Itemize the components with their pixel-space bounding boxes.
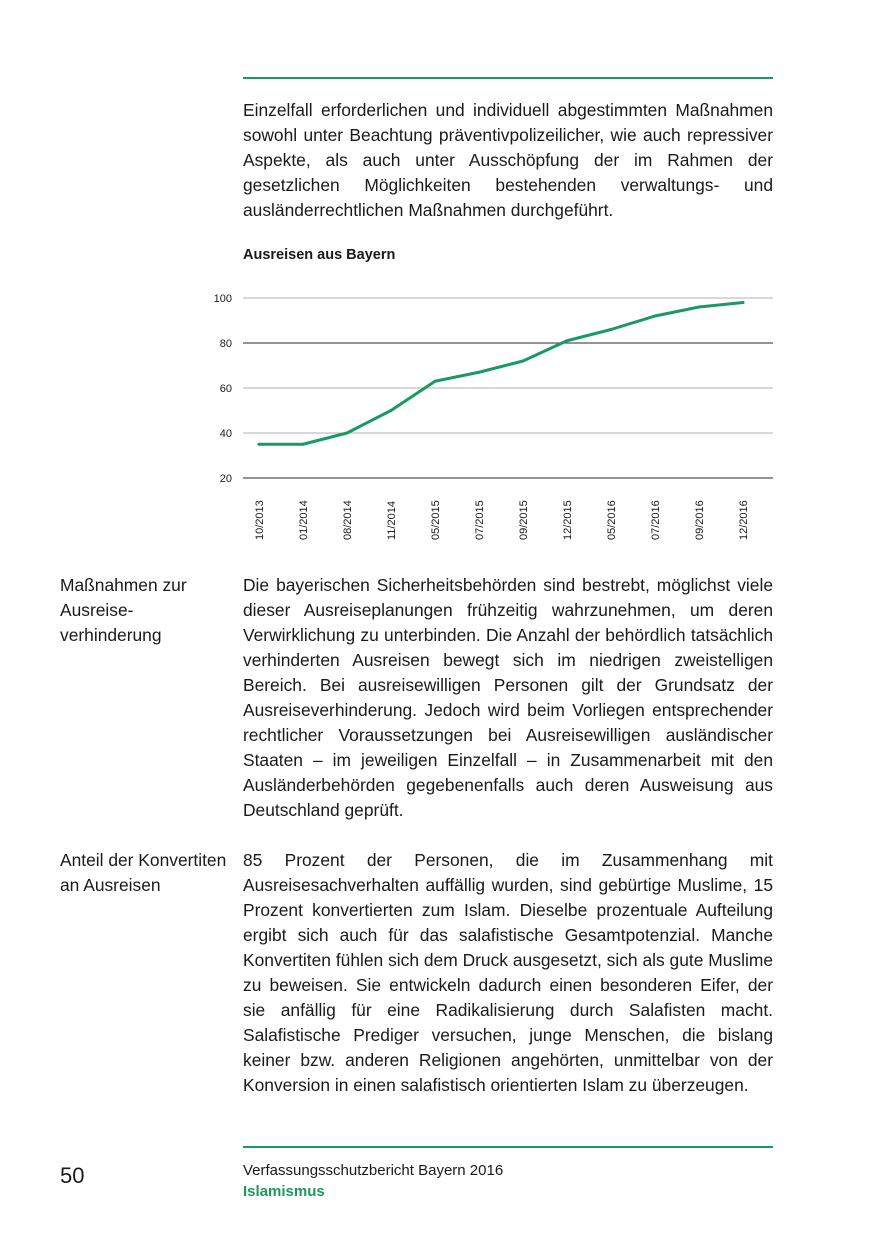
x-tick-label-11-2014: 11/2014	[386, 501, 398, 540]
x-tick-label-05-2016: 05/2016	[606, 500, 618, 540]
x-tick-label-08-2014: 08/2014	[342, 500, 354, 540]
y-tick-label-40: 40	[219, 428, 232, 440]
data-point-01-2014	[302, 443, 305, 446]
data-point-07-2015	[478, 371, 481, 374]
x-tick-label-07-2015: 07/2015	[474, 500, 486, 540]
data-point-12-2016	[742, 301, 745, 304]
paragraph-ausreiseverhinderung: Die bayerischen Sicherheitsbehörden sind bestrebt, möglichst viele dieser Ausreiseplanungen frühzeitig wahrzunehmen, um deren Verwirklichung zu unterbinden. Die Anzahl der behördlich tatsächlich verhinderten Ausreisen bewegt sich im niedrigen zweistelligen Bereich. Bei ausreisewilligen Personen gilt der Grundsatz der Ausreiseverhinderung. Jedoch wird beim Vorliegen entsprechender rechtlicher Voraussetzungen bei Ausreisewilligen ausländischer Staaten – im jeweiligen Einzelfall – in Zusammenarbeit mit den Ausländerbehörden gegebenenfalls auch deren Ausweisung aus Deutschland geprüft.	[243, 575, 773, 820]
x-tick-label-05-2015: 05/2015	[430, 500, 442, 540]
paragraph-konvertiten: 85 Prozent der Personen, die im Zusammenhang mit Ausreisesachverhalten auffällig wurden, sind gebürtige Muslime, 15 Prozent konvertierten zum Islam. Dieselbe prozentuale Aufteilung ergibt sich auch für das salafistische Gesamtpotenzial. Manche Konvertiten fühlen sich dem Druck ausgesetzt, sich als gute Muslime zu beweisen. Sie entwickeln dadurch einen besonderen Eifer, der sie anfällig für eine Radikalisierung durch Salafisten macht. Salafistische Prediger versuchen, junge Menschen, die bislang keiner bzw. anderen Religionen angehörten, unmittelbar von der Konversion in einen salafistisch orientierten Islam zu überzeugen.	[243, 850, 773, 1095]
margin-note-ausreiseverhinderung: Maßnahmen zur Ausreise-verhinderung	[60, 575, 187, 645]
data-point-05-2015	[434, 380, 437, 383]
x-tick-label-07-2016: 07/2016	[650, 500, 662, 540]
page-number: 50	[60, 1163, 85, 1188]
data-point-09-2016	[698, 306, 701, 309]
top-rule	[243, 77, 773, 79]
chart-title: Ausreisen aus Bayern	[243, 247, 396, 263]
y-tick-label-60: 60	[219, 383, 232, 395]
data-point-07-2016	[654, 315, 657, 318]
data-point-11-2014	[390, 409, 393, 412]
y-tick-label-20: 20	[219, 473, 232, 485]
intro-paragraph: Einzelfall erforderlichen und individuell abgestimmten Maßnahmen sowohl unter Beachtung präventivpolizeilicher, wie auch repressiver Aspekte, als auch unter Ausschöpfung der im Rahmen der gesetzlichen Möglichkeiten bestehenden verwaltungs- und ausländerrechtlichen Maßnahmen durchgeführt.	[243, 100, 773, 220]
x-tick-label-10-2013: 10/2013	[254, 500, 266, 540]
x-tick-label-09-2016: 09/2016	[694, 500, 706, 540]
data-point-05-2016	[610, 328, 613, 331]
x-tick-label-12-2015: 12/2015	[562, 500, 574, 540]
line-chart	[200, 285, 780, 555]
y-tick-label-80: 80	[219, 338, 232, 350]
x-tick-label-09-2015: 09/2015	[518, 500, 530, 540]
x-tick-label-12-2016: 12/2016	[738, 500, 750, 540]
data-point-10-2013	[258, 443, 261, 446]
data-point-09-2015	[522, 360, 525, 363]
y-tick-label-100: 100	[213, 293, 232, 305]
series-line-ausreisen	[259, 303, 743, 445]
footer-section-name: Islamismus	[243, 1183, 325, 1200]
data-point-12-2015	[566, 339, 569, 342]
margin-note-konvertiten: Anteil der Konvertiten an Ausreisen	[60, 850, 227, 895]
x-tick-label-01-2014: 01/2014	[298, 500, 310, 540]
footer-publication-title: Verfassungsschutzbericht Bayern 2016	[243, 1162, 504, 1179]
data-point-08-2014	[346, 432, 349, 435]
footer-rule	[243, 1146, 773, 1148]
